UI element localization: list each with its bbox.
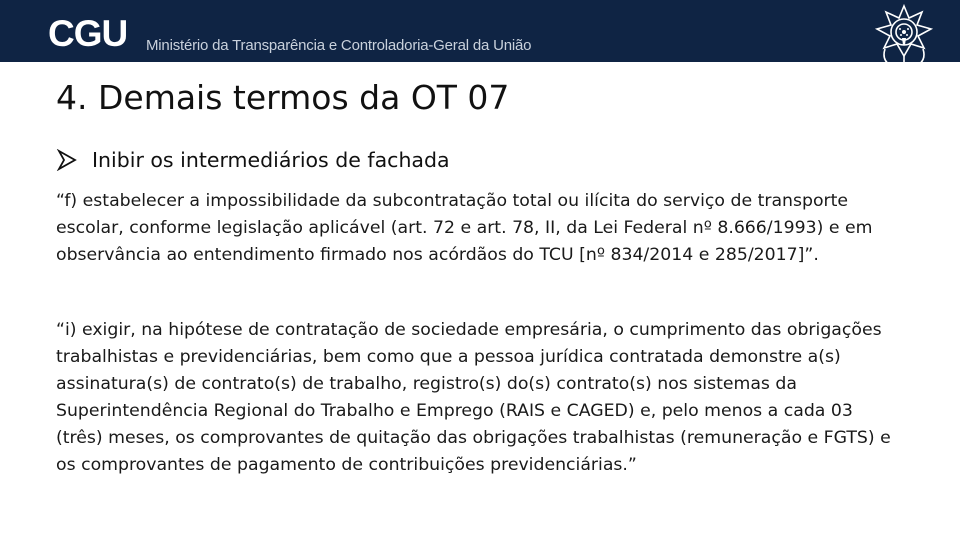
cgu-logo: CGU (48, 13, 128, 54)
slide-title: 4. Demais termos da OT 07 (56, 78, 510, 117)
header-band (0, 0, 960, 62)
brazil-coat-of-arms-icon (871, 3, 937, 75)
ministry-name: Ministério da Transparência e Controladoria-Geral da União (146, 37, 532, 54)
quote-paragraph-f: “f) estabelecer a impossibilidade da subcontratação total ou ilícita do serviço de transporte escolar, conforme legislação aplicável (art. 72 e art. 78, II, da Lei Federal nº 8.666/1993) e em observância ao entendimento firmado nos acórdãos do TCU [nº 834/2014 e 285/2017]”. (56, 191, 873, 265)
arrow-bullet-icon (56, 149, 78, 171)
quote-paragraph-i: “i) exigir, na hipótese de contratação de sociedade empresária, o cumprimento das obrigações trabalhistas e previdenciárias, bem como que a pessoa jurídica contratada demonstre a(s) assinatura(s) de contrato(s) de trabalho, registro(s) do(s) contrato(s) nos sistemas da Superintendência Regional do Trabalho e Emprego (RAIS e CAGED) e, pelo menos a cada 03 (três) meses, os comprovantes de quitação das obrigações trabalhistas (remuneração e FGTS) e os comprovantes de pagamento de contribuições previdenciárias.” (56, 320, 891, 475)
bullet-text: Inibir os intermediários de fachada (92, 148, 450, 172)
